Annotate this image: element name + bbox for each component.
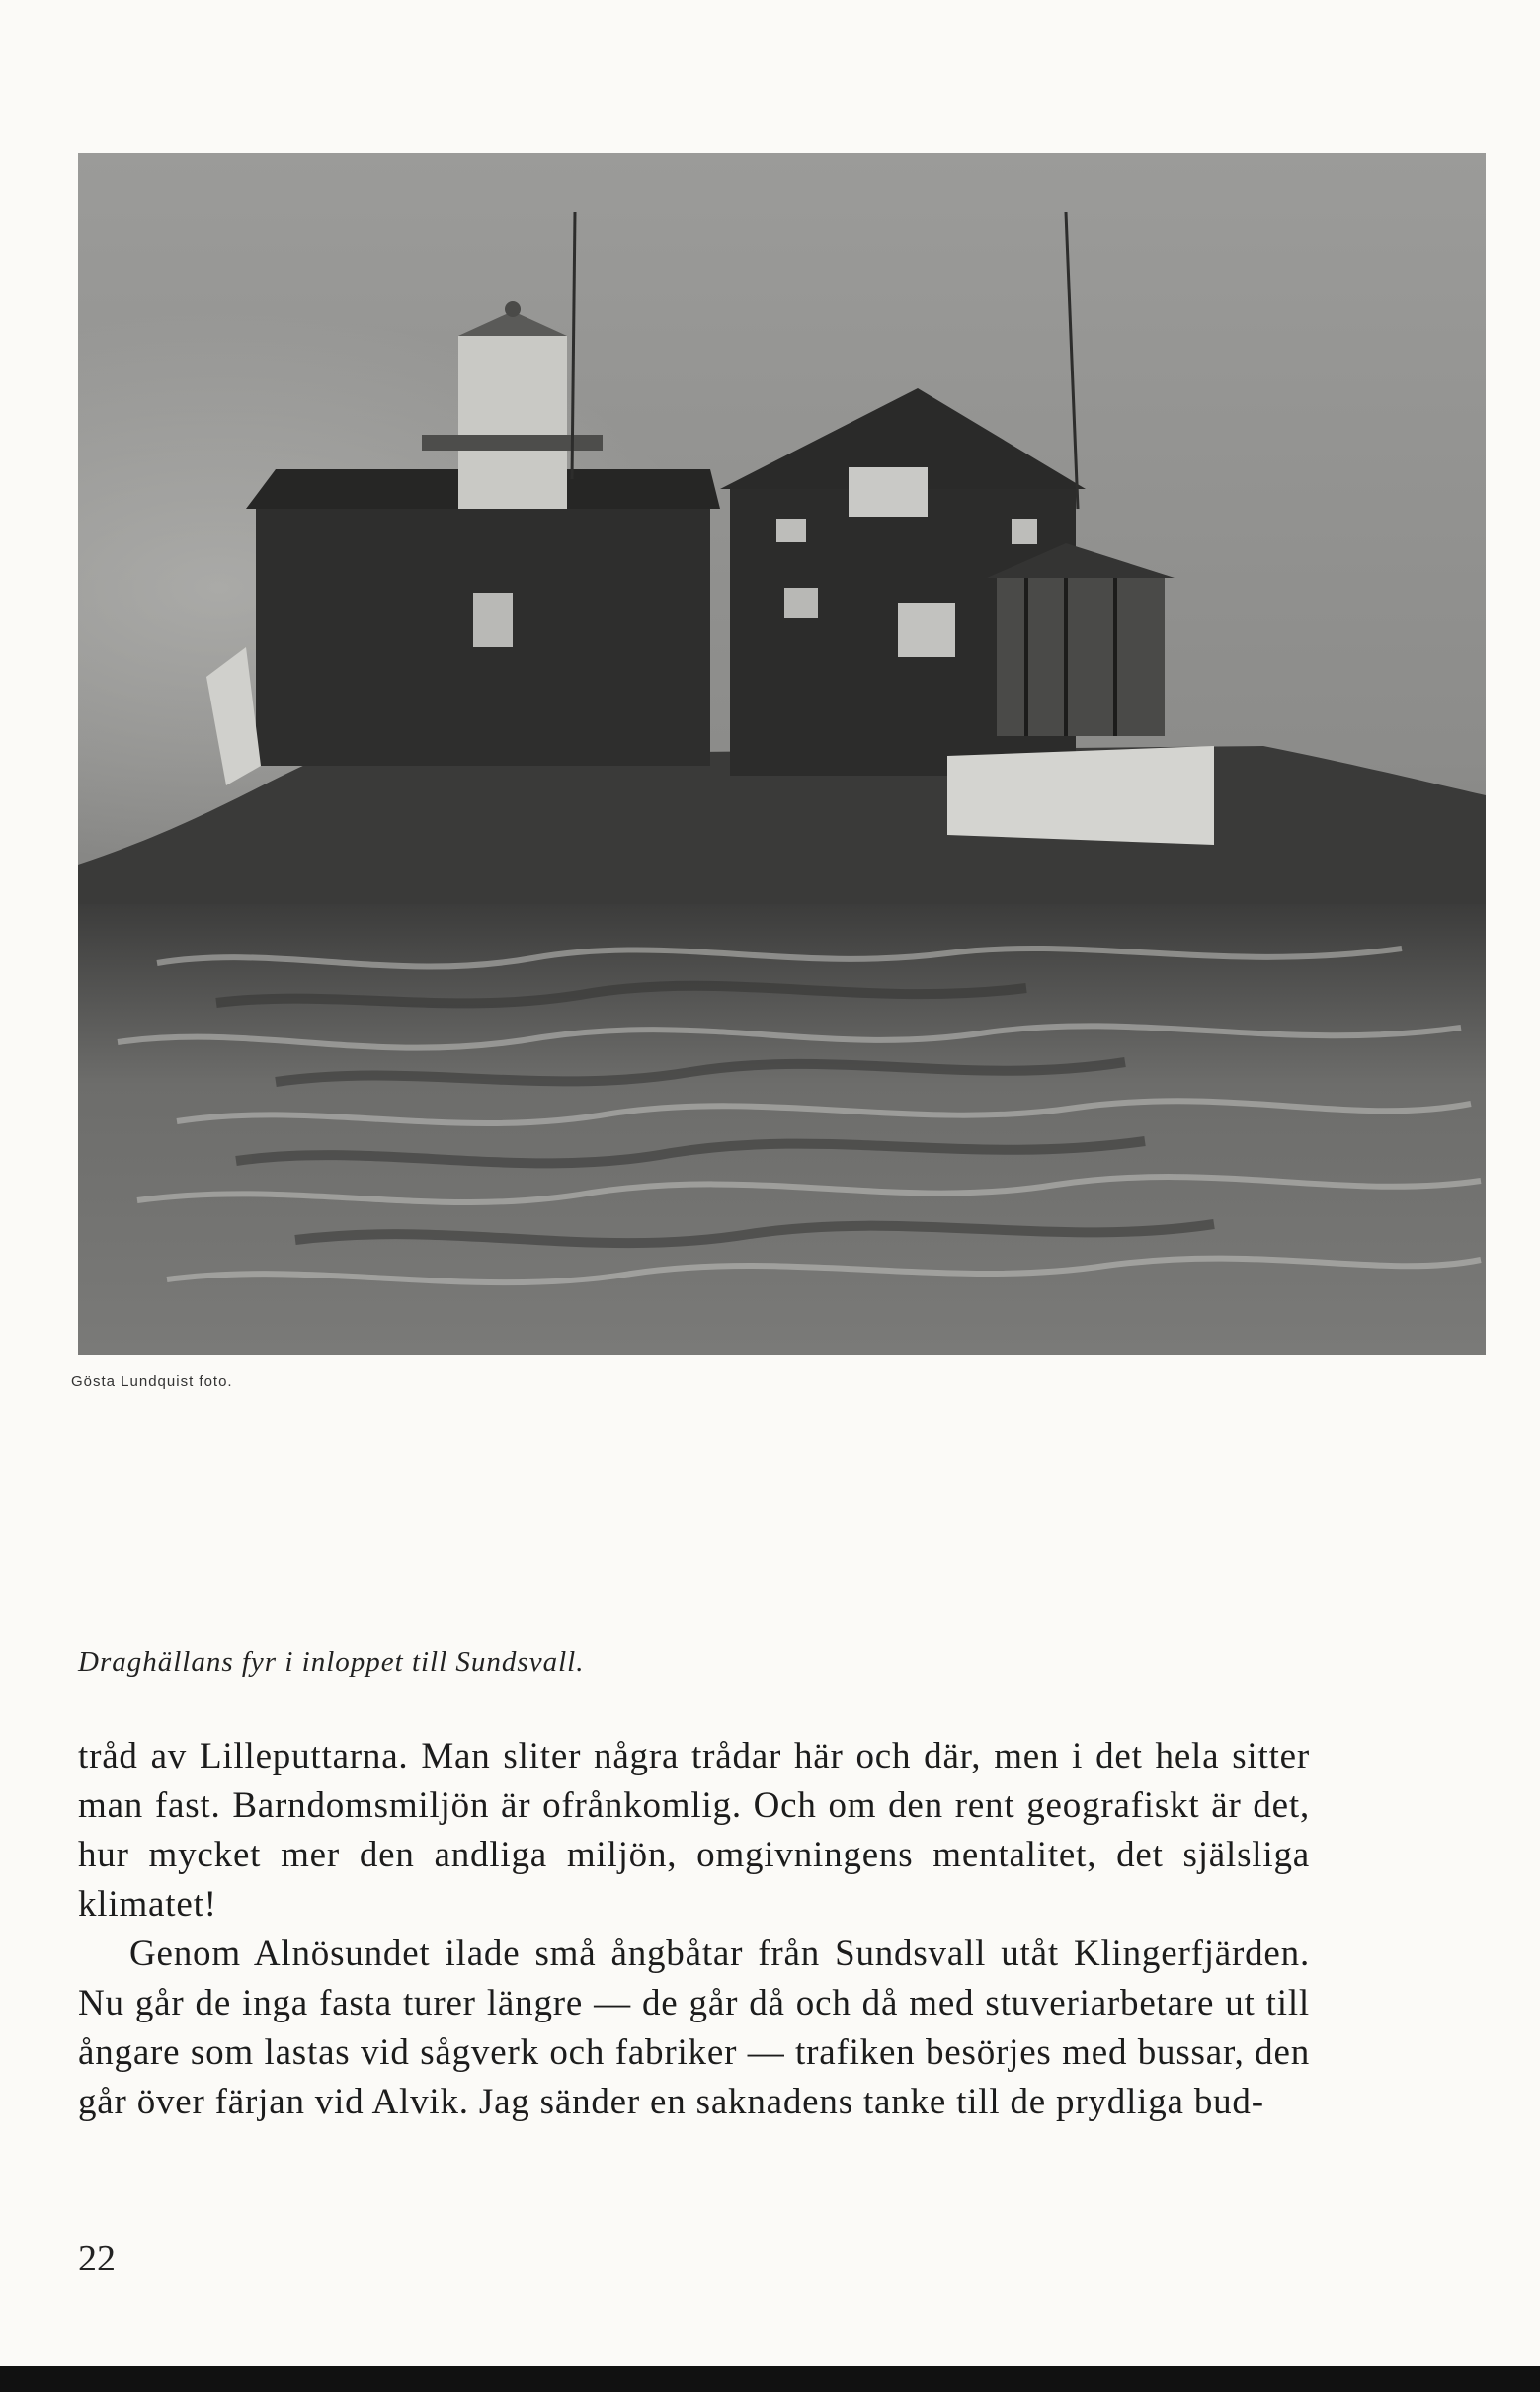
paragraph: tråd av Lilleputtarna. Man sliter några trådar här och där, men i det hela sitter man fast. Barndomsmiljön är ofrånkomlig. Och om den rent geografiskt är det, hur mycket mer den andliga miljön, omgivningens mentalitet, det själsliga klimatet! (78, 1736, 1310, 1925)
photo-credit: Gösta Lundquist foto. (71, 1373, 233, 1390)
lighthouse-photo (78, 153, 1486, 1355)
body-text (78, 1732, 1310, 2127)
paragraph: Genom Alnösundet ilade små ångbåtar från Sundsvall utåt Klingerfjärden. Nu går de inga fasta turer längre — de går då och då med stuveriarbetare ut till ångare som lastas vid sågverk och fabriker — trafiken besörjes med bussar, den går över färjan vid Alvik. Jag sänder en saknadens tanke till de prydliga bud- (78, 1934, 1310, 2122)
page-number: 22 (78, 2238, 116, 2279)
lighthouse-photo-image (78, 153, 1486, 1355)
scan-edge (0, 2366, 1540, 2392)
photo-caption: Draghällans fyr i inloppet till Sundsvall. (78, 1646, 585, 1678)
